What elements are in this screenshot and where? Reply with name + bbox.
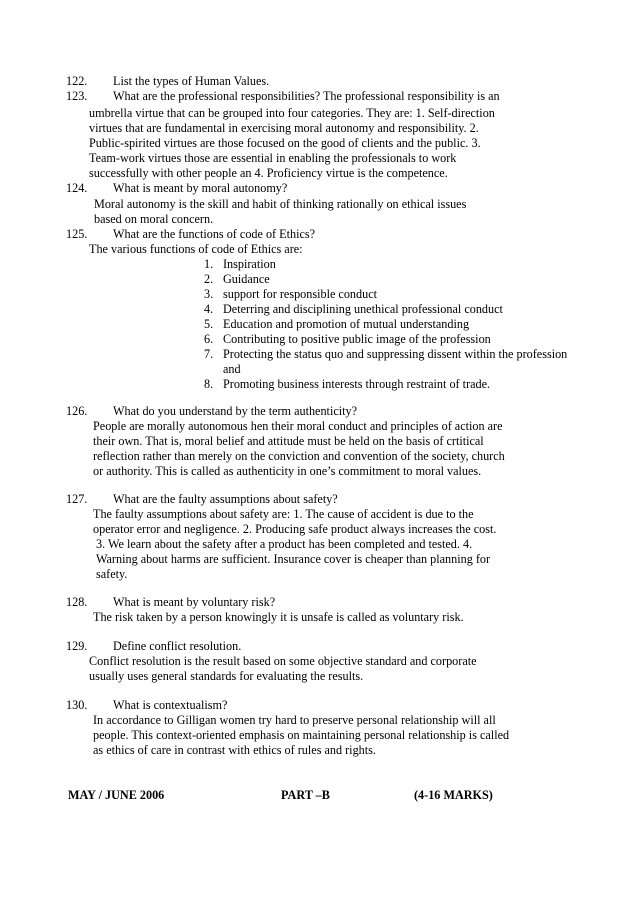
answer-line: Conflict resolution is the result based on some objective standard and corporate	[89, 654, 477, 668]
answer-line: People are morally autonomous hen their moral conduct and principles of action are	[93, 419, 503, 433]
answer-line: In accordance to Gilligan women try hard to preserve personal relationship will all	[93, 713, 496, 727]
answer-line: or authority. This is called as authenticity in one’s commitment to moral values.	[93, 464, 482, 478]
question-number: 129.	[66, 639, 88, 653]
question-text: What are the functions of code of Ethics?	[113, 227, 316, 241]
question-text: What do you understand by the term authenticity?	[113, 404, 358, 418]
answer-line: virtues that are fundamental in exercising moral autonomy and responsibility. 2.	[89, 121, 479, 135]
marks-label: (4-16 MARKS)	[414, 788, 493, 802]
answer-line: The risk taken by a person knowingly it is unsafe is called as voluntary risk.	[93, 610, 464, 624]
answer-line: The faulty assumptions about safety are: 1. The cause of accident is due to the	[93, 507, 474, 521]
list-number: 8.	[204, 377, 214, 391]
list-item: Contributing to positive public image of the profession	[223, 332, 491, 346]
list-number: 7.	[204, 347, 214, 361]
question-text: What are the faulty assumptions about safety?	[113, 492, 338, 506]
list-item: Inspiration	[223, 257, 276, 271]
answer-line: Moral autonomy is the skill and habit of thinking rationally on ethical issues	[94, 197, 467, 211]
question-number: 122.	[66, 74, 88, 88]
list-number: 1.	[204, 257, 214, 271]
answer-line: as ethics of care in contrast with ethics of rules and rights.	[93, 743, 376, 757]
list-intro: The various functions of code of Ethics are:	[89, 242, 303, 256]
answer-line: people. This context-oriented emphasis on maintaining personal relationship is called	[93, 728, 510, 742]
question-text: What is meant by moral autonomy?	[113, 181, 288, 195]
question-text: What is meant by voluntary risk?	[113, 595, 276, 609]
question-number: 126.	[66, 404, 88, 418]
answer-line: successfully with other people an 4. Proficiency virtue is the competence.	[89, 166, 448, 180]
list-item: Deterring and disciplining unethical professional conduct	[223, 302, 503, 316]
list-number: 6.	[204, 332, 214, 346]
answer-line: Team-work virtues those are essential in enabling the professionals to work	[89, 151, 457, 165]
answer-line: reflection rather than merely on the conviction and convention of the society, church	[93, 449, 505, 463]
part-label: PART –B	[281, 788, 330, 802]
list-item: support for responsible conduct	[223, 287, 378, 301]
list-item: Promoting business interests through restraint of trade.	[223, 377, 491, 391]
question-text: List the types of Human Values.	[113, 74, 270, 88]
list-item: Protecting the status quo and suppressing dissent within the profession	[223, 347, 568, 361]
list-number: 4.	[204, 302, 214, 316]
answer-line: usually uses general standards for evaluating the results.	[89, 669, 364, 683]
answer-line: based on moral concern.	[94, 212, 214, 226]
list-number: 5.	[204, 317, 214, 331]
list-item: Education and promotion of mutual understanding	[223, 317, 470, 331]
list-number: 3.	[204, 287, 214, 301]
answer-line: their own. That is, moral belief and attitude must be held on the basis of crtitical	[93, 434, 484, 448]
list-item-continuation: and	[223, 362, 241, 376]
answer-line: Warning about harms are sufficient. Insurance cover is cheaper than planning for	[96, 552, 491, 566]
question-number: 130.	[66, 698, 88, 712]
question-text: What is contextualism?	[113, 698, 228, 712]
answer-line: 3. We learn about the safety after a product has been completed and tested. 4.	[96, 537, 473, 551]
answer-line: operator error and negligence. 2. Producing safe product always increases the cost.	[93, 522, 497, 536]
question-text: What are the professional responsibilities? The professional responsibility is an	[113, 89, 500, 103]
answer-line: safety.	[96, 567, 128, 581]
question-number: 125.	[66, 227, 88, 241]
answer-line: umbrella virtue that can be grouped into four categories. They are: 1. Self-direction	[89, 106, 495, 120]
list-item: Guidance	[223, 272, 270, 286]
question-number: 128.	[66, 595, 88, 609]
question-text: Define conflict resolution.	[113, 639, 242, 653]
answer-line: Public-spirited virtues are those focused on the good of clients and the public. 3.	[89, 136, 481, 150]
question-number: 127.	[66, 492, 88, 506]
question-number: 123.	[66, 89, 88, 103]
list-number: 2.	[204, 272, 214, 286]
exam-session: MAY / JUNE 2006	[68, 788, 165, 802]
question-number: 124.	[66, 181, 88, 195]
